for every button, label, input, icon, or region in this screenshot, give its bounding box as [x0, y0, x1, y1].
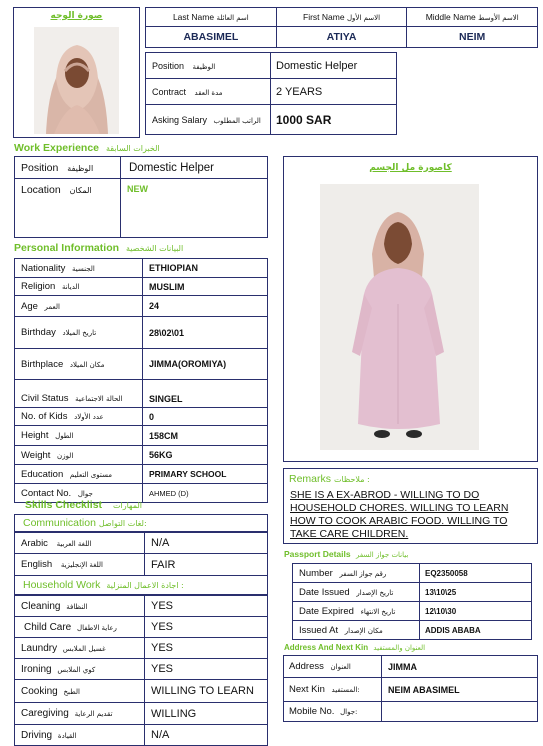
personal-value: ETHIOPIAN: [143, 259, 268, 278]
remarks-text: SHE IS A EX-ABROD - WILLING TO DO HOUSEHOLD CHORES. WILLING TO LEARN HOW TO COOK ARABIC FOOD. WILLING TO TAKE CARE CHILDREN.: [290, 489, 509, 540]
personal-row: [15, 296, 268, 317]
household-row: [15, 638, 268, 659]
first-name-value: ATIYA: [276, 27, 407, 48]
personal-label-ar: الحالة الاجتماعية: [75, 395, 123, 403]
we-position-label: Position: [21, 161, 59, 174]
personal-label-ar: الديانة: [61, 283, 80, 291]
personal-info-heading: [14, 242, 274, 254]
work-experience-heading: [14, 142, 274, 154]
household-label-ar: الطبخ: [63, 687, 80, 696]
last-name-label: Last Name: [172, 12, 215, 22]
household-label-ar: كوي الملابس: [57, 665, 96, 674]
personal-label-ar: عدد الأولاد: [74, 413, 104, 421]
address-title: Address And Next Kin: [284, 643, 369, 652]
middle-name-label-ar: الاسم الأوسط: [478, 14, 519, 22]
household-label-cell: [15, 703, 145, 725]
contract-label-cell: [146, 79, 271, 105]
full-photo-frame: [283, 156, 538, 462]
personal-label-cell: [15, 349, 143, 380]
personal-label: No. of Kids: [21, 411, 68, 422]
middle-name-header: [407, 8, 538, 27]
address-title-ar: العنوان والمستفيد: [373, 644, 426, 652]
passport-row: [293, 621, 532, 640]
mobile-value: [382, 702, 538, 722]
personal-label-ar: جوال: [77, 489, 93, 498]
personal-row: [15, 259, 268, 278]
passport-label-cell: [293, 602, 420, 621]
household-row: [15, 617, 268, 638]
personal-value: 0: [143, 408, 268, 426]
personal-label-cell: [15, 465, 143, 484]
household-row: [15, 703, 268, 725]
personal-label-ar: الجنسية: [72, 264, 95, 273]
address-label-cell: [284, 656, 382, 678]
household-row: [15, 680, 268, 703]
mobile-label: Mobile No.: [289, 706, 335, 717]
personal-row: [15, 278, 268, 296]
position-label-cell: [146, 53, 271, 79]
full-body-image: [320, 184, 479, 450]
personal-value: MUSLIM: [143, 278, 268, 296]
language-value: N/A: [145, 533, 268, 554]
personal-label: Religion: [21, 281, 56, 292]
household-label-ar: النظافة: [66, 602, 88, 611]
personal-row: [15, 317, 268, 349]
language-label: Arabic: [21, 537, 48, 549]
household-heading: [14, 575, 268, 595]
passport-title: Passport Details: [284, 549, 351, 559]
personal-label-ar: تاريخ الميلاد: [62, 329, 97, 337]
household-row: [15, 725, 268, 746]
household-label: Cleaning: [21, 600, 61, 612]
personal-label: Weight: [21, 449, 51, 461]
skills-heading: [25, 499, 265, 511]
communication-title: Communication: [23, 517, 96, 529]
first-name-header: [276, 8, 407, 27]
household-label: Caregiving: [21, 708, 69, 719]
household-title: Household Work: [23, 579, 101, 591]
personal-label-ar: مكان الميلاد: [69, 360, 105, 369]
position-label-ar: الوظيفة: [192, 62, 216, 71]
we-location-label-ar: المكان: [69, 186, 92, 195]
passport-table: [292, 563, 532, 640]
last-name-value: ABASIMEL: [146, 27, 277, 48]
household-label: Cooking: [21, 685, 58, 697]
contract-label-ar: مدة العقد: [194, 88, 223, 97]
personal-row: [15, 349, 268, 380]
last-name-header: [146, 8, 277, 27]
personal-row: [15, 426, 268, 446]
we-location-value: NEW: [121, 179, 268, 238]
mobile-label-ar: جوال:: [340, 708, 358, 716]
language-label-ar: اللغة العربية: [56, 539, 92, 548]
personal-label-cell: [15, 296, 143, 317]
passport-row: [293, 602, 532, 621]
personal-label-ar: مستوى التعليم: [69, 470, 112, 479]
household-value: WILLING TO LEARN: [145, 680, 268, 703]
remarks-title: Remarks: [289, 473, 332, 485]
passport-row: [293, 583, 532, 602]
passport-row: [293, 564, 532, 583]
address-heading: [284, 643, 534, 652]
personal-row: [15, 465, 268, 484]
communication-title-ar: لغات التواصل:: [98, 519, 147, 528]
passport-label: Date Issued: [299, 586, 350, 598]
personal-label: Birthplace: [21, 358, 64, 370]
address-table: [283, 655, 538, 722]
summary-table: [145, 52, 397, 135]
kin-label-ar: المستفيد:: [331, 686, 360, 694]
household-label-ar: غسيل الملابس: [62, 644, 106, 653]
personal-label-cell: [15, 317, 143, 349]
household-label: Driving: [21, 729, 53, 741]
full-photo: [320, 184, 479, 450]
passport-value: ADDIS ABABA: [420, 621, 532, 640]
first-name-label: First Name: [303, 12, 345, 22]
personal-label: Civil Status: [21, 393, 69, 404]
languages-table: [14, 532, 268, 576]
address-label: Address: [289, 661, 324, 672]
last-name-label-ar: اسم العائلة: [216, 14, 249, 22]
face-photo: [34, 27, 119, 134]
personal-value: 24: [143, 296, 268, 317]
personal-info-table: [14, 258, 268, 503]
first-name-label-ar: الاسم الأول: [346, 14, 381, 22]
household-label-cell: [15, 680, 145, 703]
household-value: YES: [145, 659, 268, 680]
salary-label-cell: [146, 105, 271, 135]
passport-value: EQ2350058: [420, 564, 532, 583]
household-label-ar: رعاية الاطفال: [77, 623, 117, 632]
remarks-heading: [289, 473, 370, 485]
remarks-title-ar: ملاحظات :: [333, 475, 370, 484]
household-value: YES: [145, 596, 268, 617]
passport-label-ar: مكان الإصدار: [344, 626, 383, 635]
face-portrait-image: [34, 27, 119, 134]
passport-title-ar: بيانات جواز السفر: [356, 551, 409, 559]
kin-label-cell: [284, 678, 382, 702]
address-value: JIMMA: [382, 656, 538, 678]
personal-value: PRIMARY SCHOOL: [143, 465, 268, 484]
passport-label: Date Expired: [299, 605, 354, 617]
salary-value: 1000 SAR: [271, 105, 397, 135]
language-label-cell: [15, 533, 145, 554]
language-label-ar: اللغة الإنجليزية: [60, 561, 103, 569]
middle-name-value: NEIM: [407, 27, 538, 48]
personal-row: [15, 446, 268, 465]
personal-label: Contact No.: [21, 487, 72, 499]
household-label: Child Care: [24, 621, 72, 633]
personal-info-title-ar: البيانات الشخصية: [125, 244, 184, 253]
household-label-cell: [15, 617, 145, 638]
remarks-box: [283, 468, 538, 544]
household-row: [15, 596, 268, 617]
household-label-cell: [15, 659, 145, 680]
contract-value: 2 YEARS: [271, 79, 397, 105]
personal-label-ar: الطول: [55, 432, 74, 440]
household-value: YES: [145, 638, 268, 659]
language-row: [15, 554, 268, 576]
personal-value: 56KG: [143, 446, 268, 465]
personal-value: SINGEL: [143, 380, 268, 408]
household-label-ar: تقديم الرعاية: [74, 710, 113, 718]
household-value: N/A: [145, 725, 268, 746]
passport-label: Number: [299, 567, 333, 579]
passport-label-cell: [293, 583, 420, 602]
middle-name-label: Middle Name: [425, 12, 476, 22]
personal-label: Nationality: [21, 262, 66, 274]
personal-label-cell: [15, 259, 143, 278]
personal-label-ar: العمر: [44, 302, 60, 311]
we-position-label-ar: الوظيفة: [67, 163, 94, 173]
personal-value: JIMMA(OROMIYA): [143, 349, 268, 380]
we-location-label-cell: [15, 179, 121, 238]
personal-label-cell: [15, 408, 143, 426]
mobile-label-cell: [284, 702, 382, 722]
personal-info-title: Personal Information: [14, 242, 120, 254]
personal-label-cell: [15, 278, 143, 296]
passport-label-ar: تاريخ الانتهاء: [360, 607, 396, 616]
address-label-ar: العنوان: [330, 663, 351, 671]
personal-value: 158CM: [143, 426, 268, 446]
household-label: Ironing: [21, 663, 52, 675]
language-row: [15, 533, 268, 554]
personal-label: Birthday: [21, 327, 56, 338]
passport-label-ar: رقم جواز السفر: [339, 569, 387, 578]
household-label-ar: القيادة: [57, 731, 77, 740]
skills-title-ar: المهارات: [112, 501, 142, 510]
personal-label-cell: [15, 426, 143, 446]
salary-label-ar: الراتب المطلوب: [213, 116, 261, 125]
household-label: Laundry: [21, 642, 58, 654]
language-label-cell: [15, 554, 145, 576]
we-location-label: Location: [21, 184, 61, 196]
kin-value: NEIM ABASIMEL: [382, 678, 538, 702]
passport-label-cell: [293, 564, 420, 583]
name-table: [145, 7, 538, 48]
household-label-cell: [15, 725, 145, 746]
personal-value: 28\02\01: [143, 317, 268, 349]
personal-label: Education: [21, 468, 64, 480]
work-experience-title-ar: الخبرات السابقة: [105, 144, 160, 153]
kin-label: Next Kin: [289, 684, 325, 695]
household-value: YES: [145, 617, 268, 638]
personal-label: Height: [21, 430, 49, 441]
passport-value: 12\10\30: [420, 602, 532, 621]
personal-label: Age: [21, 300, 38, 312]
personal-row: [15, 380, 268, 408]
household-label-cell: [15, 596, 145, 617]
personal-label-cell: [15, 446, 143, 465]
we-position-value: Domestic Helper: [121, 157, 268, 179]
personal-value: AHMED (D): [143, 484, 268, 503]
household-title-ar: اجادة الاعمال المنزلية :: [106, 581, 184, 590]
contract-label: Contract: [152, 86, 187, 97]
passport-label-ar: تاريخ الإصدار: [356, 588, 394, 597]
salary-label: Asking Salary: [152, 114, 208, 125]
household-value: WILLING: [145, 703, 268, 725]
household-row: [15, 659, 268, 680]
passport-value: 13\10\25: [420, 583, 532, 602]
personal-label-cell: [15, 380, 143, 408]
passport-heading: [284, 549, 534, 559]
language-label: English: [21, 559, 53, 570]
passport-label: Issued At: [299, 624, 339, 636]
position-value: Domestic Helper: [271, 53, 397, 79]
household-table: [14, 595, 268, 746]
communication-heading: [14, 514, 268, 532]
skills-title: Skills Checklist: [25, 499, 103, 511]
passport-label-cell: [293, 621, 420, 640]
personal-row: [15, 408, 268, 426]
household-label-cell: [15, 638, 145, 659]
face-photo-title: صورة الوجه: [50, 11, 103, 21]
we-position-label-cell: [15, 157, 121, 179]
work-experience-title: Work Experience: [14, 142, 100, 154]
personal-label-ar: الوزن: [57, 451, 74, 460]
language-value: FAIR: [145, 554, 268, 576]
face-photo-frame: [13, 7, 140, 138]
position-label: Position: [152, 60, 185, 71]
work-experience-table: [14, 156, 268, 238]
full-photo-title: كاصورة مل الجسم: [369, 163, 452, 173]
